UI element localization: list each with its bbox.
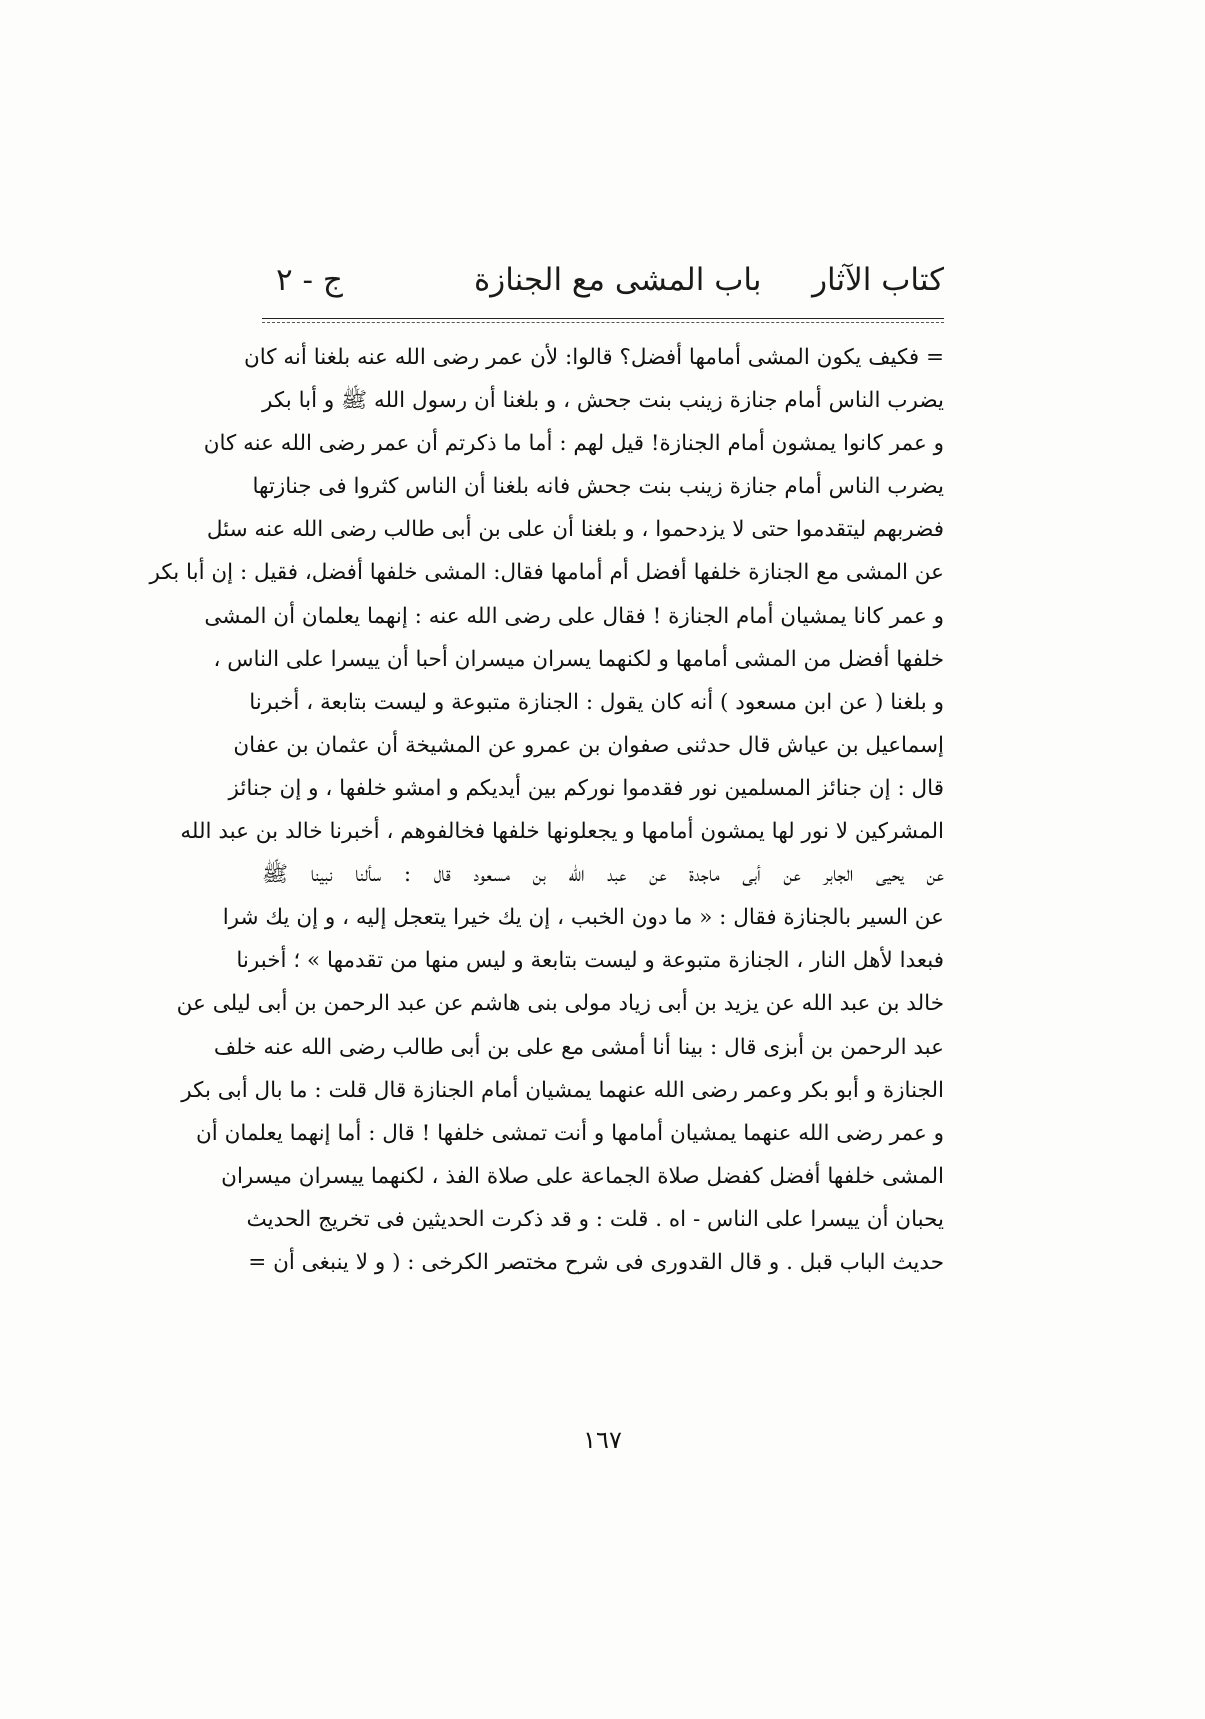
text-line: عن المشى مع الجنازة خلفها أفضل أم أمامها فقال: المشى خلفها أفضل، فقيل : إن أبا بكر [149, 560, 944, 586]
text-line: عن يحيى الجابر عن أبى ماجدة عن عبد الله بن مسعود قال : سألنا نبينا ﷺ [262, 862, 944, 888]
text-line: يحبان أن ييسرا على الناس - اه . قلت : و قد ذكرت الحديثين فى تخريج الحديث [246, 1206, 944, 1232]
text-line: عبد الرحمن بن أبزى قال : بينا أنا أمشى مع على بن أبى طالب رضى الله عنه خلف [213, 1034, 944, 1060]
text-line: إسماعيل بن عياش قال حدثنى صفوان بن عمرو عن المشيخة أن عثمان بن عفان [233, 732, 944, 758]
text-line: يضرب الناس أمام جنازة زينب بنت جحش فانه بلغنا أن الناس كثروا فى جنازتها [252, 474, 944, 500]
text-line: قال : إن جنائز المسلمين نور فقدموا نوركم بين أيديكم و امشو خلفها ، و إن جنائز [228, 775, 944, 801]
text-line: المشى خلفها أفضل كفضل صلاة الجماعة على صلاة الفذ ، لكنهما ييسران ميسران [221, 1163, 944, 1189]
volume-label: ج - ٢ [276, 262, 343, 298]
text-line: فضربهم ليتقدموا حتى لا يزدحموا ، و بلغنا أن على بن أبى طالب رضى الله عنه سئل [206, 517, 944, 543]
text-line: حديث الباب قبل . و قال القدورى فى شرح مختصر الكرخى : ( و لا ينبغى أن = [248, 1249, 944, 1275]
text-line: عن السير بالجنازة فقال : « ما دون الخبب ، إن يك خيرا يتعجل إليه ، و إن يك شرا [222, 905, 944, 931]
text-line: المشركين لا نور لها يمشون أمامها و يجعلونها خلفها فخالفوهم ، أخبرنا خالد بن عبد الله [180, 819, 944, 845]
page-number: ١٦٧ [583, 1426, 622, 1454]
text-line: خالد بن عبد الله عن يزيد بن أبى زياد مولى بنى هاشم عن عبد الرحمن بن أبى ليلى عن [176, 991, 944, 1017]
text-line: و عمر كانوا يمشون أمام الجنازة! قيل لهم : أما ما ذكرتم أن عمر رضى الله عنه كان [203, 431, 944, 457]
body-text [149, 336, 944, 1284]
book-title: كتاب الآثار [812, 262, 944, 298]
chapter-title: باب المشى مع الجنازة [474, 262, 762, 298]
text-line: فبعدا لأهل النار ، الجنازة متبوعة و ليست بتابعة و ليس منها من تقدمها » ؛ أخبرنا [236, 948, 944, 974]
text-line: و بلغنا ( عن ابن مسعود ) أنه كان يقول : الجنازة متبوعة و ليست بتابعة ، أخبرنا [249, 689, 944, 715]
header-rule-dashed [262, 322, 944, 323]
text-line: الجنازة و أبو بكر وعمر رضى الله عنهما يمشيان أمام الجنازة قال قلت : ما بال أبى بكر [181, 1077, 944, 1103]
text-line: و عمر كانا يمشيان أمام الجنازة ! فقال على رضى الله عنه : إنهما يعلمان أن المشى [204, 603, 944, 629]
running-header [262, 262, 944, 302]
text-line: و عمر رضى الله عنهما يمشيان أمامها و أنت تمشى خلفها ! قال : أما إنهما يعلمان أن [196, 1120, 944, 1146]
text-line: = فكيف يكون المشى أمامها أفضل؟ قالوا: لأن عمر رضى الله عنه بلغنا أنه كان [243, 345, 944, 370]
text-line: يضرب الناس أمام جنازة زينب بنت جحش ، و بلغنا أن رسول الله ﷺ و أبا بكر [262, 388, 944, 414]
header-rule [262, 318, 944, 319]
text-line: خلفها أفضل من المشى أمامها و لكنهما يسران ميسران أحبا أن ييسرا على الناس ، [213, 646, 944, 672]
